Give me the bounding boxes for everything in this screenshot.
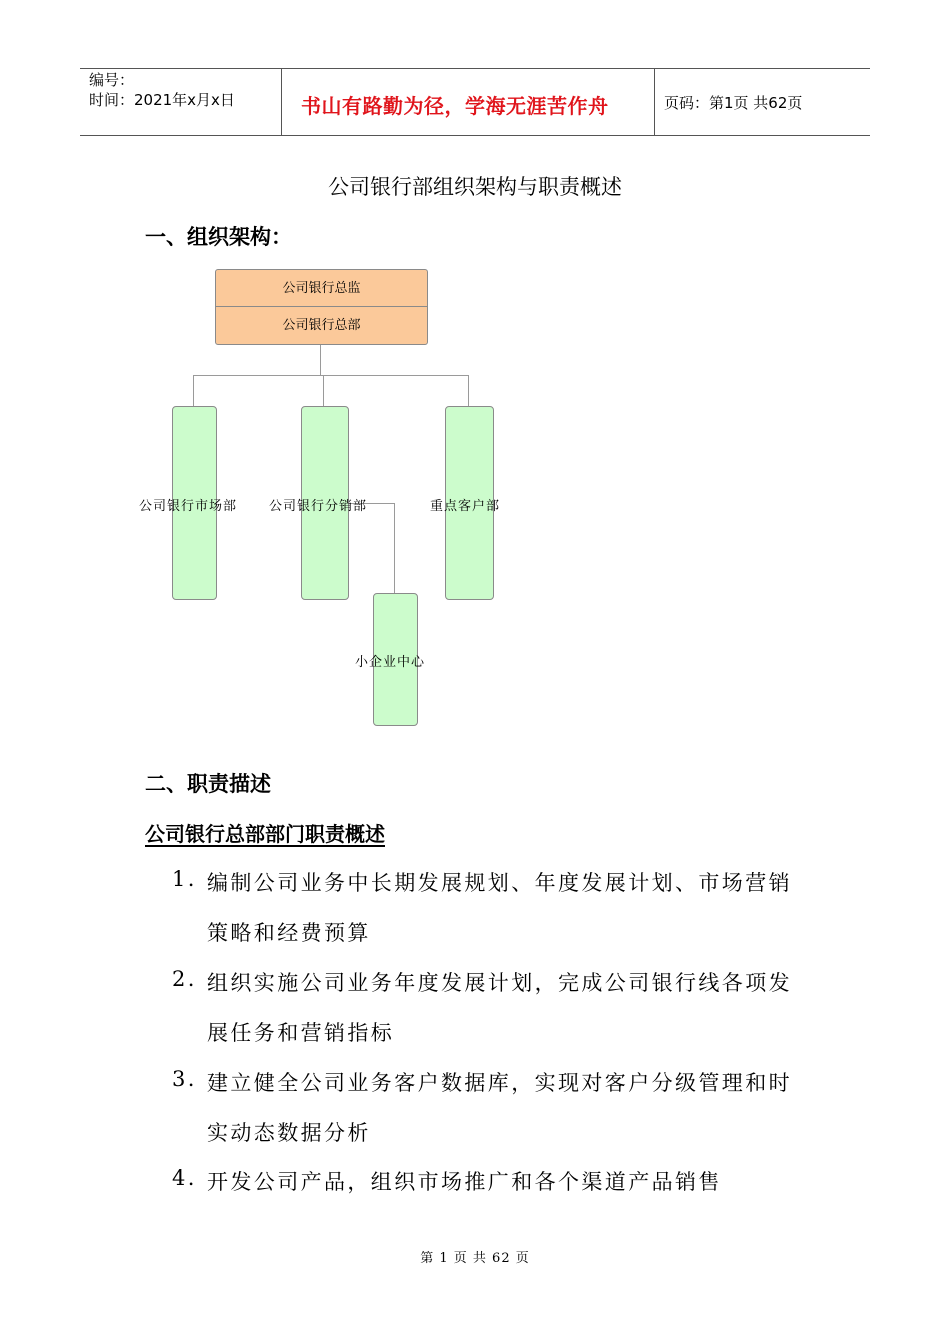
connector-market <box>193 375 194 407</box>
subheading-hq-responsibilities: 公司银行总部部门职责概述 <box>145 822 385 846</box>
header-divider-right <box>654 68 655 135</box>
connector-horizontal <box>193 375 469 376</box>
list-item-number: 3. <box>172 1067 197 1091</box>
page-footer: 第 1 页 共 62 页 <box>420 1251 530 1266</box>
list-item-text: 建立健全公司业务客户数据库，实现对客户分级管理和时 <box>207 1071 792 1095</box>
list-item-number: 2. <box>172 967 197 991</box>
list-item-number: 4. <box>172 1166 197 1190</box>
header-bottom-border <box>80 135 870 136</box>
document-date-label: 时间：2021年x月x日 <box>89 91 235 109</box>
header-divider-left <box>281 68 282 135</box>
header-motto: 书山有路勤为径，学海无涯苦作舟 <box>301 94 609 118</box>
section-heading-org-structure: 一、组织架构： <box>145 225 292 249</box>
connector-trunk <box>320 345 321 375</box>
org-box-director <box>215 269 428 308</box>
document-title: 公司银行部组织架构与职责概述 <box>328 175 622 199</box>
list-item-text-continued: 策略和经费预算 <box>207 921 371 945</box>
connector-distribution <box>323 375 324 407</box>
org-label-market-dept: 公司银行市场部 <box>139 499 238 514</box>
list-item-text-continued: 展任务和营销指标 <box>207 1021 395 1045</box>
list-item-text: 组织实施公司业务年度发展计划，完成公司银行线各项发 <box>207 971 792 995</box>
connector-sub-vertical <box>394 503 395 594</box>
org-box-director-label: 公司银行总监 <box>282 281 361 296</box>
org-box-headquarters-label: 公司银行总部 <box>282 318 361 333</box>
org-label-key-clients-dept: 重点客户部 <box>430 499 501 514</box>
section-heading-responsibilities: 二、职责描述 <box>145 772 271 796</box>
list-item-text: 开发公司产品，组织市场推广和各个渠道产品销售 <box>207 1170 722 1194</box>
org-label-distribution-dept: 公司银行分销部 <box>269 499 368 514</box>
org-label-small-business-center: 小企业中心 <box>355 655 426 670</box>
org-box-headquarters <box>215 306 428 345</box>
list-item-text-continued: 实动态数据分析 <box>207 1121 371 1145</box>
header-top-border <box>80 68 870 69</box>
header-page-info: 页码：第1页 共62页 <box>664 94 803 112</box>
list-item-number: 1. <box>172 867 197 891</box>
connector-key-clients <box>468 375 469 407</box>
document-number-label: 编号： <box>89 71 135 89</box>
list-item-text: 编制公司业务中长期发展规划、年度发展计划、市场营销 <box>207 871 792 895</box>
